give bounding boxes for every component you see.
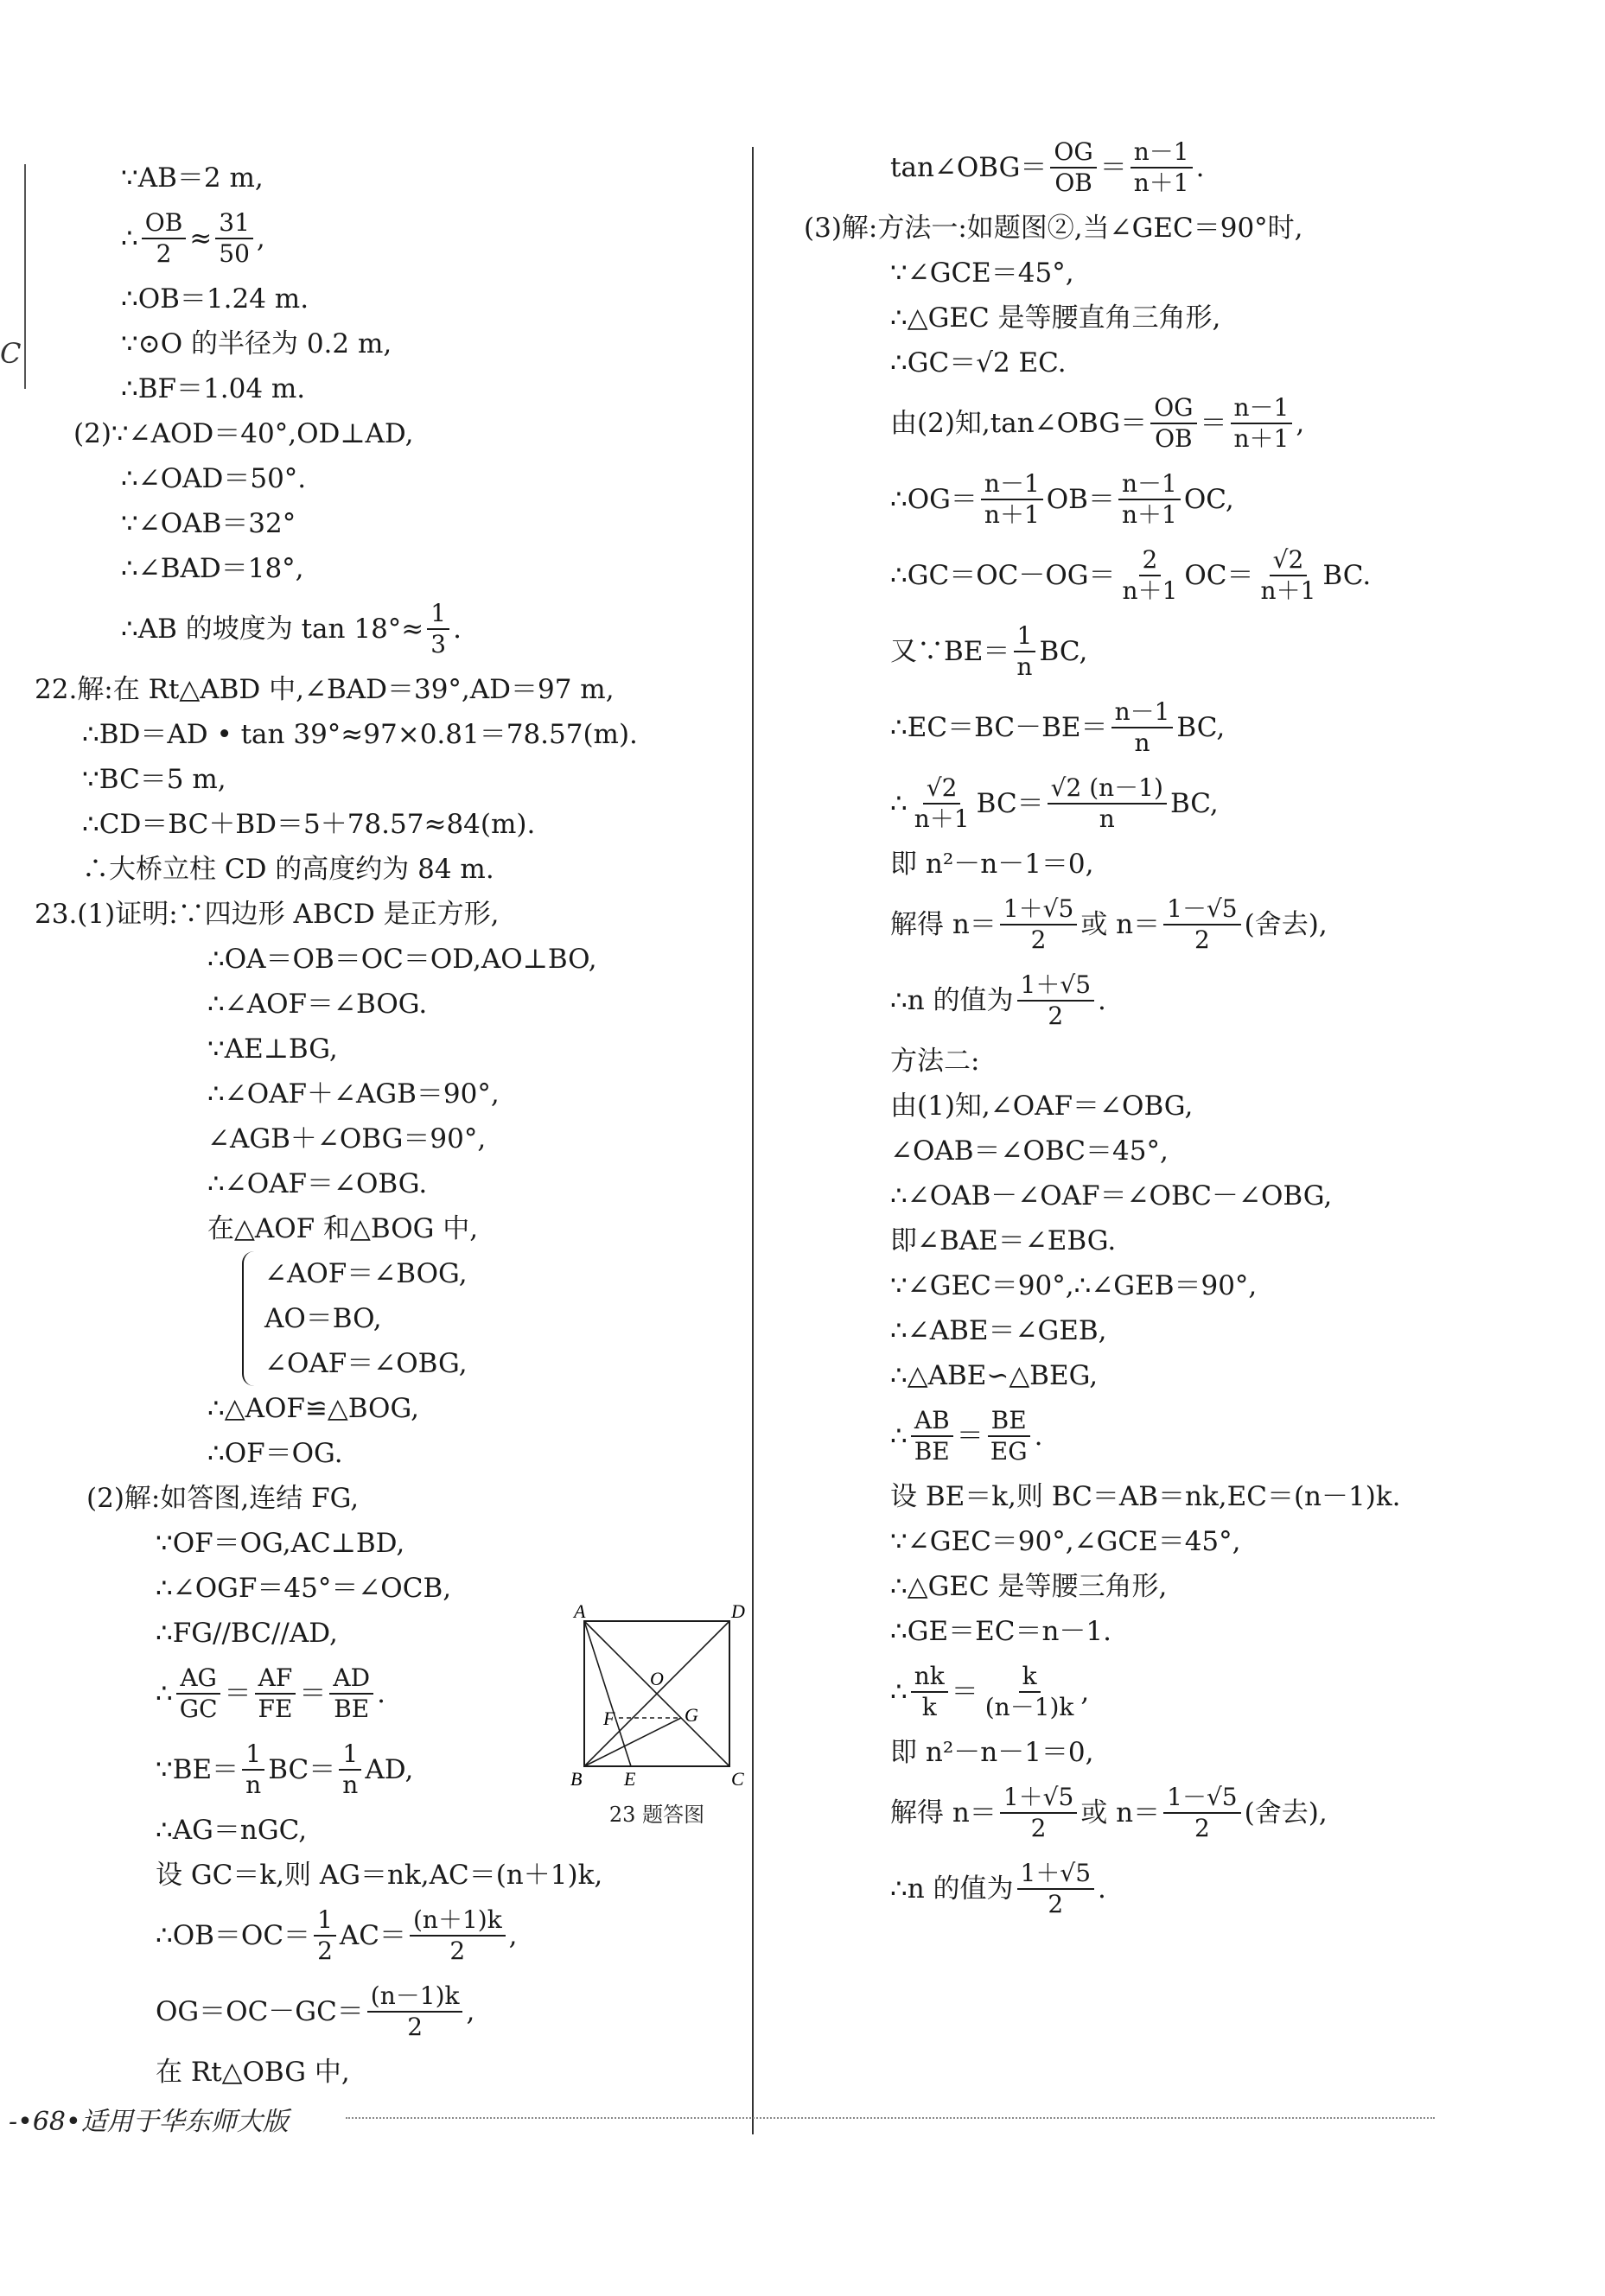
text-line: ∴ $\frac{AG}{GC}$ ＝ $\frac{AF}{FE}$ ＝ $\frac{AD}{BE}$ .	[156, 1663, 385, 1723]
text-line: ∴∠OAB－∠OAF＝∠OBC－∠OBG,	[890, 1180, 1333, 1212]
problem-22-heading: 22.解:在 Rt△ABD 中,∠BAD＝39°,AD＝97 m,	[35, 674, 615, 705]
text-line: ∴△ABE∽△BEG,	[890, 1360, 1099, 1391]
text-line: ∠OAF＝∠OBG,	[264, 1348, 468, 1379]
fraction: $\frac{1-√5}{2}$	[1163, 894, 1240, 955]
figure-caption: 23 题答图	[608, 1803, 705, 1827]
label-b: B	[570, 1768, 583, 1790]
text-line: ∠AGB＋∠OBG＝90°,	[207, 1123, 487, 1154]
fraction: $\frac{2}{n+1}$	[1122, 545, 1178, 605]
fraction: $\frac{AG}{GC}$	[176, 1663, 221, 1724]
text-line: ∴ $\frac{AB}{BE}$ ＝ $\frac{BE}{EG}$ .	[890, 1406, 1043, 1466]
text-line: ∵OF＝OG,AC⊥BD,	[156, 1528, 405, 1559]
fraction: $\frac{OB}{2}$	[142, 208, 187, 269]
text-line: 解得 n＝ $\frac{1+√5}{2}$ 或 n＝ $\frac{1-√5}{2}$ (舍去),	[890, 894, 1328, 954]
congruence-conditions	[35, 1251, 743, 1386]
text-line: ∴OA＝OB＝OC＝OD,AO⊥BO,	[207, 944, 597, 975]
fraction: $\frac{(n-1)k}{2}$	[367, 1981, 463, 2042]
fraction: $\frac{BE}{EG}$	[987, 1406, 1031, 1466]
text-line: ∵∠GEC＝90°,∴∠GEB＝90°,	[890, 1270, 1258, 1301]
fraction: $\frac{n-1}{n+1}$	[1118, 469, 1181, 530]
text-line: 设 BE＝k,则 BC＝AB＝nk,EC＝(n－1)k.	[890, 1481, 1401, 1512]
text-line: ∴FG//BC//AD,	[156, 1618, 338, 1649]
fraction: $\frac{AD}{BE}$	[329, 1663, 373, 1724]
text-line: ∴GC＝√2 EC.	[890, 347, 1067, 378]
fraction: $\frac{n-1}{n+1}$	[981, 469, 1043, 530]
text-line: ∴AB 的坡度为 tan 18°≈ $\frac{1}{3}$ .	[121, 599, 462, 658]
fraction: $\frac{1+√5}{2}$	[1000, 1783, 1077, 1843]
text-line: AO＝BO,	[264, 1303, 382, 1334]
fraction: $\frac{OG}{OB}$	[1050, 137, 1096, 198]
fraction: $\frac{1}{n}$	[1013, 621, 1035, 682]
column-divider	[752, 147, 754, 2134]
text-line: ∴ $\frac{nk}{k}$ ＝ $\frac{k}{(n-1)k}$ ,	[890, 1662, 1090, 1721]
fraction: $\frac{n-1}{n}$	[1111, 697, 1174, 758]
text-line: ∴OF＝OG.	[207, 1438, 343, 1469]
text-line: ∴△GEC 是等腰直角三角形,	[890, 302, 1221, 334]
text-line: ∴BF＝1.04 m.	[121, 373, 306, 404]
text-line: 由(1)知,∠OAF＝∠OBG,	[890, 1091, 1194, 1122]
fraction: $\frac{√2}{n+1}$	[1260, 545, 1316, 605]
fraction: $\frac{1}{3}$	[427, 599, 449, 659]
text-line: ∴△GEC 是等腰三角形,	[890, 1571, 1168, 1602]
fraction: $\frac{n-1}{n+1}$	[1231, 393, 1293, 454]
text-line: ∴EC＝BC－BE＝ $\frac{n-1}{n}$ BC,	[890, 697, 1226, 757]
label-a: A	[574, 1600, 586, 1622]
text-line: tan∠OBG＝ $\frac{OG}{OB}$ ＝ $\frac{n-1}{n+1}$ .	[890, 137, 1205, 197]
text-line: 解得 n＝ $\frac{1+√5}{2}$ 或 n＝ $\frac{1-√5}{2}$ (舍去),	[890, 1783, 1328, 1842]
page-number-label: -•68•适用于华东师大版	[9, 2107, 289, 2137]
text-line: (2)∵∠AOD＝40°,OD⊥AD,	[73, 418, 414, 449]
text-line: 由(2)知,tan∠OBG＝ $\frac{OG}{OB}$ ＝ $\frac{n-1}{n+1}$ ,	[890, 393, 1305, 453]
fraction: $\frac{OG}{OB}$	[1150, 393, 1196, 454]
fraction: $\frac{k}{(n-1)k}$	[984, 1662, 1074, 1721]
text-line: ∵BC＝5 m,	[82, 764, 226, 795]
fraction: $\frac{1-√5}{2}$	[1163, 1783, 1240, 1843]
fraction: $\frac{AF}{FE}$	[255, 1663, 296, 1724]
fraction: $\frac{n-1}{n+1}$	[1131, 137, 1193, 198]
text-line: ∴△AOF≌△BOG,	[207, 1393, 419, 1424]
text-line: ∵∠GCE＝45°,	[890, 258, 1074, 289]
fraction: $\frac{√2}{n+1}$	[914, 773, 970, 833]
text-line: 设 GC＝k,则 AG＝nk,AC＝(n＋1)k,	[156, 1860, 603, 1891]
square-diagram	[570, 1599, 743, 1789]
text-line: ∴∠ABE＝∠GEB,	[890, 1315, 1107, 1346]
fraction: $\frac{1}{2}$	[314, 1905, 336, 1966]
figure-23	[570, 1599, 743, 1823]
text-line: ∴ $\frac{√2}{n+1}$ BC＝ $\frac{√2 (n-1)}{n}$ BC,	[890, 773, 1219, 833]
fraction: $\frac{√2 (n-1)}{n}$	[1048, 773, 1167, 834]
text-line: (2)解:如答图,连结 FG,	[86, 1483, 360, 1514]
text-line: ∴OB＝OC＝ $\frac{1}{2}$ AC＝ $\frac{(n+1)k}{2}$ ,	[156, 1905, 518, 1965]
footer-dotted-rule	[346, 2117, 1435, 2119]
text-line: ∴∠OAF＝∠OBG.	[207, 1168, 428, 1199]
segment-bg	[584, 1718, 681, 1766]
fraction: $\frac{31}{50}$	[215, 208, 253, 269]
fraction: $\frac{1}{n}$	[339, 1739, 361, 1800]
margin-line	[24, 164, 26, 389]
text-line: ∠OAB＝∠OBC＝45°,	[890, 1135, 1169, 1167]
fraction: $\frac{(n+1)k}{2}$	[410, 1905, 506, 1966]
text-line: 方法二:	[890, 1046, 980, 1077]
text-line: ∴大桥立柱 CD 的高度约为 84 m.	[82, 854, 494, 885]
text-line: 在 Rt△OBG 中,	[156, 2057, 350, 2088]
label-c: C	[731, 1768, 744, 1790]
text-line: ∴GE＝EC＝n－1.	[890, 1616, 1112, 1647]
text-line: 即∠BAE＝∠EBG.	[890, 1225, 1117, 1256]
fraction: $\frac{nk}{k}$	[911, 1662, 948, 1722]
label-e: E	[624, 1768, 636, 1790]
text-line: ∴AG＝nGC,	[156, 1815, 308, 1846]
text-line: ∴ $\frac{OB}{2}$ ≈ $\frac{31}{50}$ ,	[121, 208, 265, 268]
text-line: ∵∠GEC＝90°,∠GCE＝45°,	[890, 1526, 1241, 1557]
text-line: ∠AOF＝∠BOG,	[264, 1258, 468, 1289]
segment-ae	[584, 1621, 631, 1766]
text-line: 即 n²－n－1＝0,	[890, 849, 1094, 880]
text-line: ∴GC＝OC－OG＝ $\frac{2}{n+1}$ OC＝ $\frac{√2}{n+1}$ BC.	[890, 545, 1372, 605]
text-line: ∴n 的值为 $\frac{1+√5}{2}$ .	[890, 970, 1106, 1030]
right-column	[795, 130, 1573, 1927]
left-brace	[242, 1251, 259, 1386]
label-d: D	[731, 1600, 745, 1622]
problem-23-heading: 23.(1)证明:∵四边形 ABCD 是正方形,	[35, 899, 500, 930]
fraction: $\frac{1+√5}{2}$	[1017, 970, 1094, 1031]
text-line: 在△AOF 和△BOG 中,	[207, 1213, 479, 1244]
text-line: ∵AE⊥BG,	[207, 1034, 338, 1065]
fraction: $\frac{1}{n}$	[242, 1739, 264, 1800]
label-g: G	[685, 1704, 698, 1726]
text-line: ∴OB＝1.24 m.	[121, 283, 309, 315]
cropped-letter: C	[0, 337, 22, 370]
label-o: O	[650, 1668, 664, 1689]
page-footer	[0, 2100, 1605, 2137]
text-line: ∵AB＝2 m,	[121, 162, 264, 194]
label-f: F	[603, 1708, 615, 1729]
text-line: ∴∠OAD＝50°.	[121, 463, 307, 494]
text-line: OG＝OC－GC＝ $\frac{(n-1)k}{2}$ ,	[156, 1981, 475, 2041]
text-line: ∴OG＝ $\frac{n-1}{n+1}$ OB＝ $\frac{n-1}{n+1}$ OC,	[890, 469, 1234, 529]
text-line: ∴∠OAF＋∠AGB＝90°,	[207, 1078, 500, 1110]
fraction: $\frac{AB}{BE}$	[911, 1406, 953, 1466]
text-line: ∴n 的值为 $\frac{1+√5}{2}$ .	[890, 1859, 1106, 1918]
text-line: ∴∠AOF＝∠BOG.	[207, 989, 428, 1020]
fraction: $\frac{1+√5}{2}$	[1000, 894, 1077, 955]
text-line: ∵∠OAB＝32°	[121, 508, 296, 539]
text-line: 即 n²－n－1＝0,	[890, 1737, 1094, 1768]
text-line: ∴CD＝BC＋BD＝5＋78.57≈84(m).	[82, 809, 536, 840]
text-line: ∴∠BAD＝18°,	[121, 553, 304, 584]
text-line: ∴∠OGF＝45°＝∠OCB,	[156, 1573, 452, 1604]
text-line: ∴BD＝AD • tan 39°≈97×0.81＝78.57(m).	[82, 719, 638, 750]
text-line: (3)解:方法一:如题图②,当∠GEC＝90°时,	[804, 213, 1303, 244]
text-line: ∵BE＝ $\frac{1}{n}$ BC＝ $\frac{1}{n}$ AD,	[156, 1739, 414, 1799]
text-line: ∵⊙O 的半径为 0.2 m,	[121, 328, 392, 359]
fraction: $\frac{1+√5}{2}$	[1017, 1859, 1094, 1919]
text-line: 又∵BE＝ $\frac{1}{n}$ BC,	[890, 621, 1088, 681]
